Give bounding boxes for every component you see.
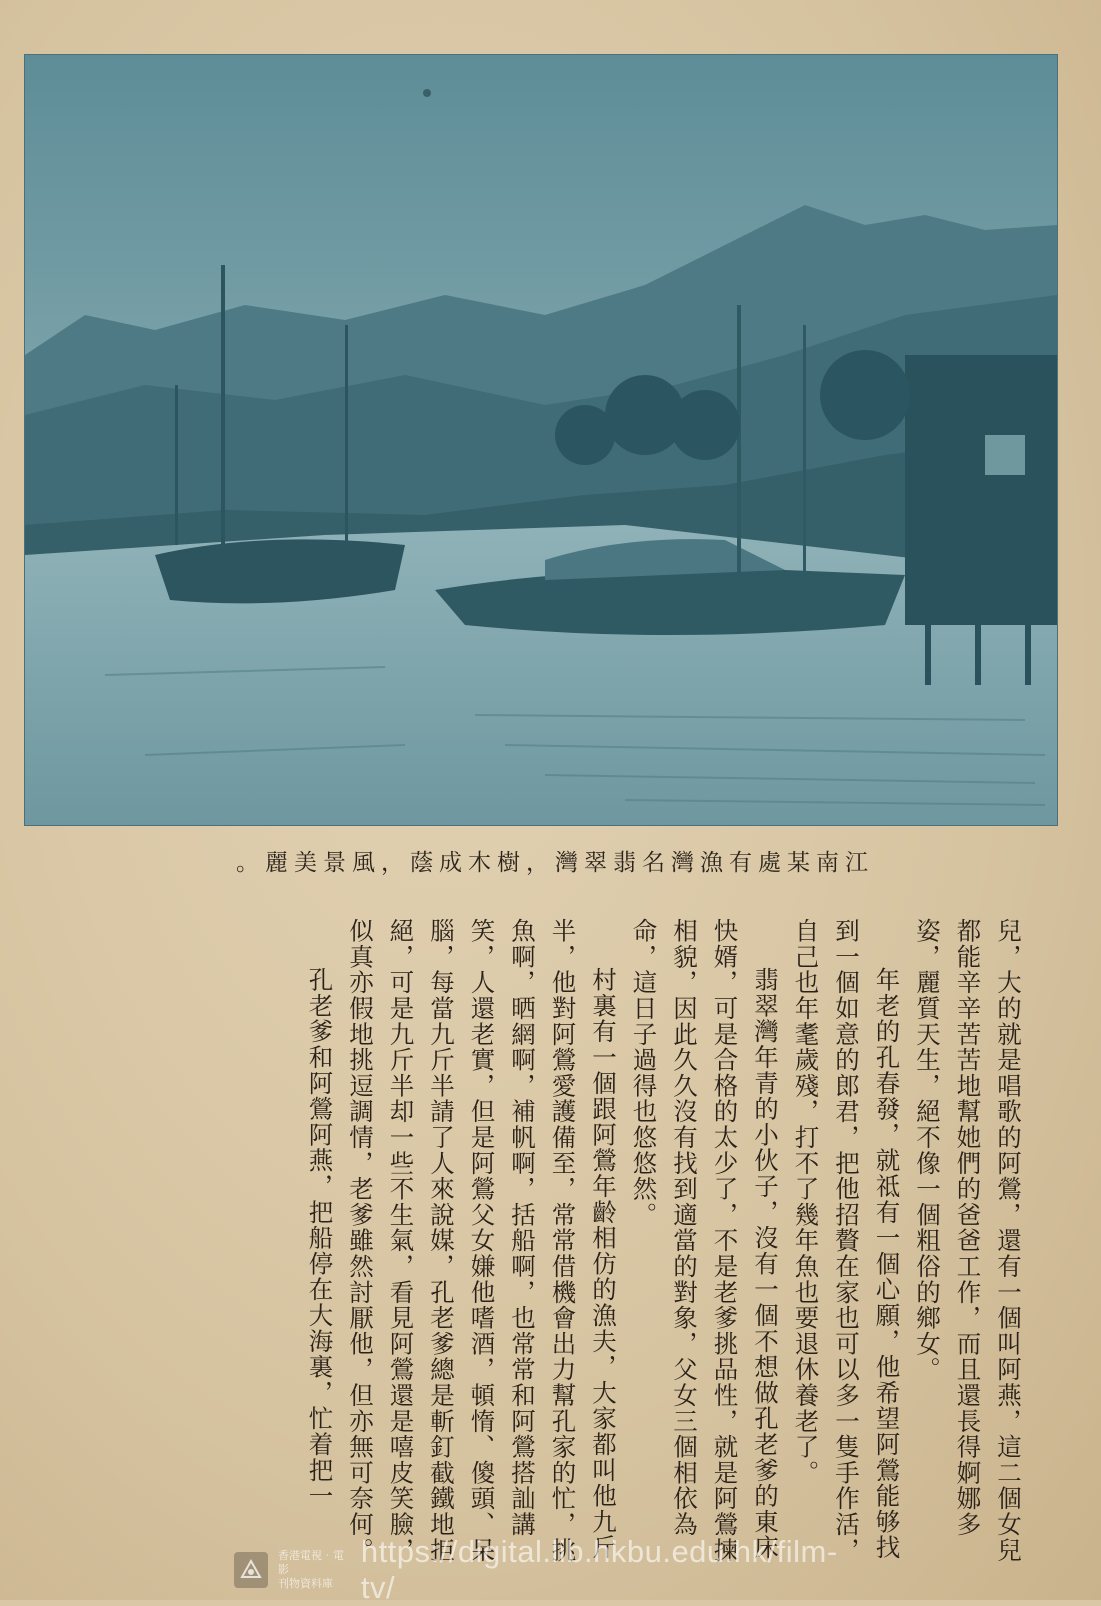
photo-caption: 江南某處有漁灣名翡翠灣，樹木成蔭，風景美麗。 [236,850,874,876]
article-body [70,918,1028,1578]
watermark-url: https://digital.lib.hkbu.edu.hk/film-tv/ [360,1534,838,1605]
harbor-photo-illustration [25,55,1057,825]
harbor-photo [24,54,1058,826]
library-watermark [234,1534,844,1605]
paragraph-2: 年老的孔春發，就祗有一個心願，他希望阿鶯能够找到一個如意的郎君，把他招贅在家也可以多一隻手作活，自己也年耄歲殘，打不了幾年魚也要退休養老了。 [791,918,902,1563]
watermark-org-line1: 香港電視‧電影 [278,1550,345,1576]
paragraph-1: 兒，大的就是唱歌的阿鶯，還有一個叫阿燕，這二個女兒都能辛辛苦苦地幫她們的爸爸工作，而且還長得婀娜多姿，麗質天生，絕不像一個粗俗的鄉女。 [913,918,1023,1563]
paragraph-5: 孔老爹和阿鶯阿燕，把船停在大海裏，忙着把一 [305,967,335,1509]
watermark-org-line2: 刊物資料庫 [278,1578,334,1590]
library-logo-icon [234,1552,268,1588]
watermark-org [278,1549,351,1591]
paragraph-4: 村裏有一個跟阿鶯年齡相仿的漁夫，大家都叫他九斤半，他對阿鶯愛護備至，常常借機會出力幫孔家的忙，挑魚啊，晒網啊，補帆啊，括船啊，也常常和阿鶯搭訕講笑，人還老實，但是阿鶯父女嫌他嗜酒，頓惰、傻頭、呆腦，每當九斤半請了人來說媒，孔老爹總是斬釘截鐵地拒絕，可是九斤半却一些不生氣，看見阿鶯還是嘻皮笑臉，似真亦假地挑逗調情，老爹雖然討厭他，但亦無可奈何。 [346,918,618,1563]
paragraph-3: 翡翠灣年青的小伙子，沒有一個不想做孔老爹的東床快婿，可是合格的太少了，不是老爹挑品性，就是阿鶯揀相貌，因此久久沒有找到適當的對象，父女三個相依為命，這日子過得也悠悠然。 [629,918,780,1563]
